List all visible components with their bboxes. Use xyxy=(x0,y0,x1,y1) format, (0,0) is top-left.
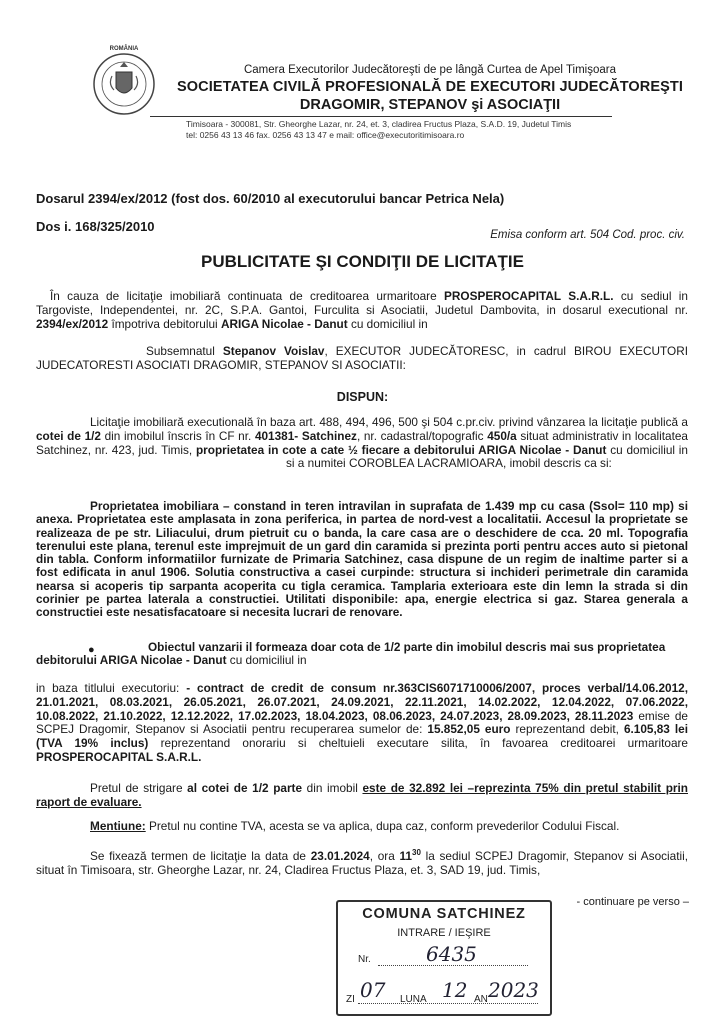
document-title: PUBLICITATE ŞI CONDIŢII DE LICITAŢIE xyxy=(201,252,524,271)
emisa-note: Emisa conform art. 504 Cod. proc. civ. xyxy=(490,229,685,241)
stamp-title: COMUNA SATCHINEZ xyxy=(362,906,526,922)
intro-paragraph: În cauza de licitaţie imobiliară continuata de creditoarea urmaritoare PROSPEROCAPITAL S.A.R.L. cu sediul in Targoviste, Independentei, nr. 2C, S.P.A. Gantoi, Furculita si Asociatii, Judetul Dambovita, in dosarul executional nr. 2394/ex/2012 împotriva debitorului ARIGA Nicolae - Danut cu domiciliul in xyxy=(36,289,688,331)
registration-stamp xyxy=(336,900,552,1016)
bullet-icon: ● xyxy=(88,644,95,656)
licitatie-paragraph: Licitaţie imobiliară executională în baza art. 488, 494, 496, 500 şi 504 c.pr.civ. privind vânzarea la licitaţie publică a cotei de 1/2 din imobilul înscris în CF nr. 401381- Satchinez, nr. cadastral/topografic 450/a situat administrativ in localitatea Satchinez, nr. 423, jud. Timis, proprietatea in cote a cate ½ fiecare a debitorului ARIGA Nicolae - Danut cu domiciliul in si a numitei COROBLEA LACRAMIOARA, imobil descris ca si: xyxy=(36,415,688,471)
chamber-line: Camera Executorilor Judecătoreşti de pe lângă Curtea de Apel Timişoara xyxy=(243,64,617,76)
stamp-zi-value: 07 xyxy=(360,978,386,1002)
dispun-heading: DISPUN: xyxy=(336,390,389,404)
dos-i-number: Dos i. 168/325/2010 xyxy=(36,219,155,234)
stamp-an-value: 2023 xyxy=(488,978,539,1002)
subsemnatul-paragraph: Subsemnatul Stepanov Voislav, EXECUTOR JUDECĂTORESC, in cadrul BIROU EXECUTORI JUDECATORESTI ASOCIATI DRAGOMIR, STEPANOV SI ASOCIATII: xyxy=(36,344,689,372)
dosar-number: Dosarul 2394/ex/2012 (fost dos. 60/2010 al executorului bancar Petrica Nela) xyxy=(36,191,505,206)
society-name: SOCIETATEA CIVILĂ PROFESIONALĂ DE EXECUTORI JUDECĂTOREŞTI xyxy=(177,79,683,95)
continue-note: - continuare pe verso – xyxy=(576,896,689,908)
stamp-nr-value: 6435 xyxy=(426,942,477,966)
stamp-zi-label: ZI xyxy=(346,994,355,1005)
mentiune-paragraph: Mentiune: Pretul nu contine TVA, acesta se va aplica, dupa caz, conform prevederilor Codului Fiscal. xyxy=(90,819,620,833)
titlu-paragraph: in baza titlului executoriu: - contract de credit de consum nr.363CIS6071710006/2007, proces verbal/14.06.2012, 21.01.2021, 08.03.2021, 26.05.2021, 26.07.2021, 24.09.2021, 22.11.2021, 14.02.2022, 12.04.2022, 07.06.2022, 10.08.2022, 21.10.2022, 12.12.2022, 17.02.2023, 18.04.2023, 08.06.2023, 24.07.2023, 28.09.2023, 28.11.2023 emise de SCPEJ Dragomir, Stepanov si Asociatii pentru recuperarea sumelor de: 15.852,05 euro reprezentand debit, 6.105,83 lei (TVA 19% inclus) reprezentand onorariu si cheltuieli executare silita, în favoarea creditoarei urmaritoare PROSPEROCAPITAL S.A.R.L. xyxy=(36,681,688,764)
executor-seal xyxy=(92,40,156,132)
stamp-an-label: AN xyxy=(474,994,488,1005)
header-rule xyxy=(150,116,612,117)
property-description: Proprietatea imobiliara – constand in teren intravilan in suprafata de 1.439 mp cu casa (Ssol= 110 mp) si anexa. Proprietatea este amplasata in zona periferica, in partea de nord-vest a localitatii. Accesul la proprietate se realizeaza de pe str. Liliacului, drum pietruit cu o banda, la care casa are o deschidere de cca. 20 ml. Topografia terenului este plana, terenul este imprejmuit de un gard din caramida si prezinta porti pentru acces auto si pietonal din tabla. Conform informatiilor furnizate de Primaria Satchinez, casa dispune de un regim de inaltime parter si a fost edificata in anul 1906. Solutia constructiva a casei curpinde: structura si inchideri perimetrale din caramida nearsa si acoperis tip sarpanta acoperita cu tigla ceramica. Tamplaria exterioara este din lemn la strada si din corinier pe partea laterala a constructiei. Utilitati disponibile: apa, energie electrica si gaz. Starea generala a constructiei este nesatisfacatoare si necesita lucrari de renovare. xyxy=(36,499,688,620)
termen-paragraph: Se fixează termen de licitaţie la data de 23.01.2024, ora $11^{30}$ la sediul SCPEJ Dragomir, Stepanov si Asociatii, situat în Timisoara, str. Gheorghe Lazar, nr. 24, Cladirea Fructus Plaza, et. 3, SAD 19, jud. Timis, xyxy=(36,848,689,877)
contact-line: tel: 0256 43 13 46 fax. 0256 43 13 47 e mail: office@executoritimisoara.ro xyxy=(186,130,465,140)
stamp-date-line xyxy=(358,1003,538,1004)
society-partners: DRAGOMIR, STEPANOV şi ASOCIAŢII xyxy=(299,97,561,113)
pret-paragraph: Pretul de strigare al cotei de 1/2 parte din imobil este de 32.892 lei –reprezinta 75% din pretul stabilit prin raport de evaluare. xyxy=(36,781,688,809)
stamp-nr-label: Nr. xyxy=(358,954,371,965)
address-line: Timisoara - 300081, Str. Gheorghe Lazar, nr. 24, et. 3, cladirea Fructus Plaza, S.A.D. 19, Judetul Timis xyxy=(186,119,572,129)
obiect-paragraph: Obiectul vanzarii il formeaza doar cota de 1/2 parte din imobilul descris mai sus proprietatea debitorului ARIGA Nicolae - Danut cu domiciliul in xyxy=(36,640,666,668)
stamp-subtitle: INTRARE / IEŞIRE xyxy=(397,927,491,939)
stamp-luna-value: 12 xyxy=(442,978,468,1002)
mentiune-label: Mentiune: xyxy=(90,819,146,833)
seal-text: ROMÂNIA xyxy=(109,46,139,52)
stamp-luna-label: LUNA xyxy=(400,994,427,1005)
